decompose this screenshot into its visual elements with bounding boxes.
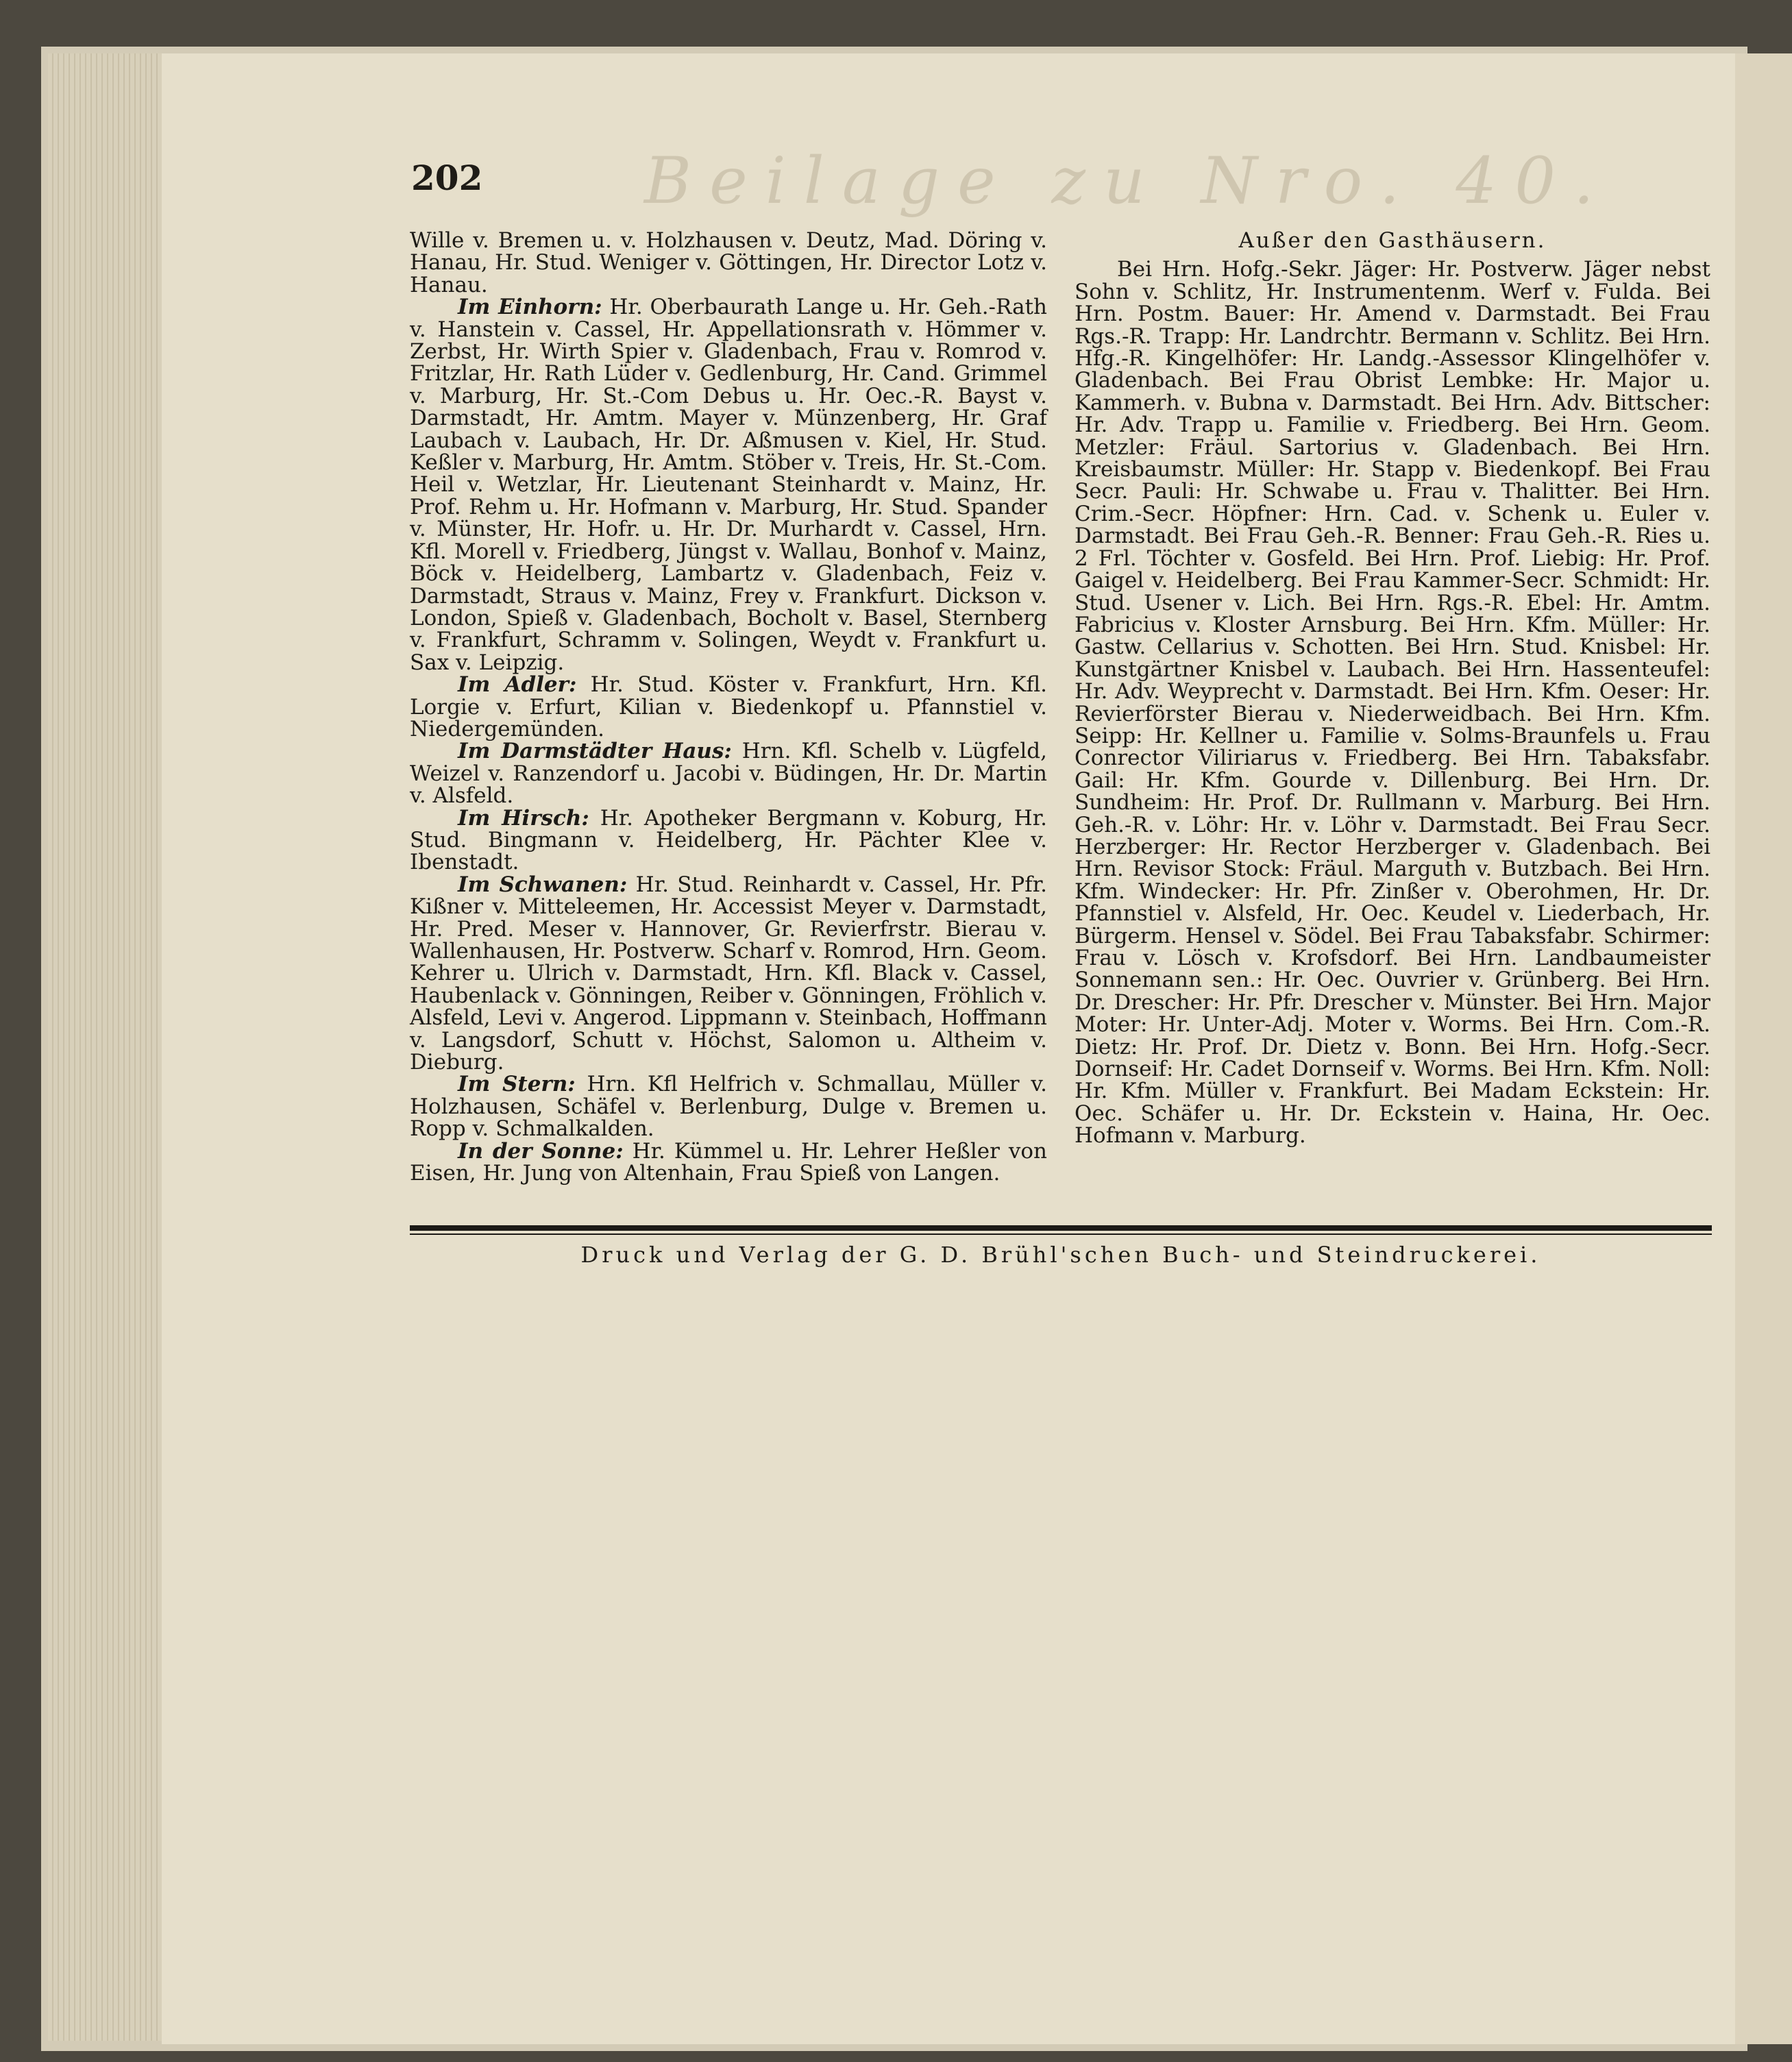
list-item: In der Sonne: Hr. Kümmel u. Hr. Lehrer Heßler von Eisen, Hr. Jung von Altenhain, Frau Spieß von Langen. <box>410 1138 1047 1186</box>
section-heading: Außer den Gasthäusern. <box>1238 228 1547 253</box>
page-gutter <box>1735 53 1792 2044</box>
page-edges <box>48 53 164 2041</box>
right-column <box>1075 230 1710 1147</box>
list-item: Im Adler: Hr. Stud. Köster v. Frankfurt, Hrn. Kfl. Lorgie v. Erfurt, Kilian v. Biedenkopf u. Pfannstiel v. Niedergemünden. <box>410 672 1047 741</box>
page-number: 202 <box>411 158 483 198</box>
divider-rule <box>410 1225 1712 1231</box>
list-item: Im Hirsch: Hr. Apotheker Bergmann v. Koburg, Hr. Stud. Bingmann v. Heidelberg, Hr. Pächter Klee v. Ibenstadt. <box>410 805 1047 875</box>
list-item: Im Darmstädter Haus: Hrn. Kfl. Schelb v. Lügfeld, Weizel v. Ranzendorf u. Jacobi v. Büdingen, Hr. Dr. Martin v. Alsfeld. <box>410 739 1047 809</box>
divider-rule-thin <box>410 1233 1712 1235</box>
list-item: Wille v. Bremen u. v. Holzhausen v. Deutz, Mad. Döring v. Hanau, Hr. Stud. Weniger v. Göttingen, Hr. Director Lotz v. Hanau. <box>410 228 1047 297</box>
list-item: Im Einhorn: Hr. Oberbaurath Lange u. Hr. Geh.-Rath v. Hanstein v. Cassel, Hr. Appellationsrath v. Hömmer v. Zerbst, Hr. Wirth Spier v. Gladenbach, Frau v. Romrod v. Fritzlar, Hr. Rath Lüder v. Gedlenburg, Hr. Cand. Grimmel v. Marburg, Hr. St.-Com Debus u. Hr. Oec.-R. Bayst v. Darmstadt, Hr. Amtm. Mayer v. Münzenberg, Hr. Graf Laubach v. Laubach, Hr. Dr. Aßmusen v. Kiel, Hr. Stud. Keßler v. Marburg, Hr. Amtm. Stöber v. Treis, Hr. St.-Com. Heil v. Wetzlar, Hr. Lieutenant Steinhardt v. Mainz, Hr. Prof. Rehm u. Hr. Hofmann v. Marburg, Hr. Stud. Spander v. Münster, Hr. Hofr. u. Hr. Dr. Murhardt v. Cassel, Hrn. Kfl. Morell v. Friedberg, Jüngst v. Wallau, Bonhof v. Mainz, Böck v. Heidelberg, Lambartz v. Gladenbach, Feiz v. Darmstadt, Straus v. Mainz, Frey v. Frankfurt. Dickson v. London, Spieß v. Gladenbach, Bocholt v. Basel, Sternberg v. Frankfurt, Schramm v. Solingen, Weydt v. Frankfurt u. Sax v. Leipzig. <box>410 295 1047 675</box>
imprint-line: Druck und Verlag der G. D. Brühl'schen Buch- und Steindruckerei. <box>580 1242 1541 1268</box>
list-item: Im Schwanen: Hr. Stud. Reinhardt v. Cassel, Hr. Pfr. Kißner v. Mitteleemen, Hr. Accessist Meyer v. Darmstadt, Hr. Pred. Meser v. Hannover, Gr. Revierfrstr. Bierau v. Wallenhausen, Hr. Postverw. Scharf v. Romrod, Hrn. Geom. Kehrer u. Ulrich v. Darmstadt, Hrn. Kfl. Black v. Cassel, Haubenlack v. Gönningen, Reiber v. Gönningen, Fröhlich v. Alsfeld, Levi v. Angerod. Lippmann v. Steinbach, Hoffmann v. Langsdorf, Schutt v. Höchst, Salomon u. Altheim v. Dieburg. <box>410 872 1047 1075</box>
list-item: Im Stern: Hrn. Kfl Helfrich v. Schmallau, Müller v. Holzhausen, Schäfel v. Berlenburg, Dulge v. Bremen u. Ropp v. Schmalkalden. <box>410 1072 1048 1142</box>
bleed-through-heading: Beilage zu Nro. 40. <box>644 144 1612 219</box>
paragraph: Bei Hrn. Hofg.-Sekr. Jäger: Hr. Postverw. Jäger nebst Sohn v. Schlitz, Hr. Instrumentenm. Werf v. Fulda. Bei Hrn. Postm. Bauer: Hr. Amend v. Darmstadt. Bei Frau Rgs.-R. Trapp: Hr. Landrchtr. Bermann v. Schlitz. Bei Hrn. Hfg.-R. Kingelhöfer: Hr. Landg.-Assessor Klingelhöfer v. Gladenbach. Bei Frau Obrist Lembke: Hr. Major u. Kammerh. v. Bubna v. Darmstadt. Bei Hrn. Adv. Bittscher: Hr. Adv. Trapp u. Familie v. Friedberg. Bei Hrn. Geom. Metzler: Fräul. Sartorius v. Gladenbach. Bei Hrn. Kreisbaumstr. Müller: Hr. Stapp v. Biedenkopf. Bei Frau Secr. Pauli: Hr. Schwabe u. Frau v. Thalitter. Bei Hrn. Crim.-Secr. Höpfner: Hrn. Cad. v. Schenk u. Euler v. Darmstadt. Bei Frau Geh.-R. Benner: Frau Geh.-R. Ries u. 2 Frl. Töchter v. Gosfeld. Bei Hrn. Prof. Liebig: Hr. Prof. Gaigel v. Heidelberg. Bei Frau Kammer-Secr. Schmidt: Hr. Stud. Usener v. Lich. Bei Hrn. Rgs.-R. Ebel: Hr. Amtm. Fabricius v. Kloster Arnsburg. Bei Hrn. Kfm. Müller: Hr. Gastw. Cellarius v. Schotten. Bei Hrn. Stud. Knisbel: Hr. Kunstgärtner Knisbel v. Laubach. Bei Hrn. Hassenteufel: Hr. Adv. Weyprecht v. Darmstadt. Bei Hrn. Kfm. Oeser: Hr. Revierförster Bierau v. Niederweidbach. Bei Hrn. Kfm. Seipp: Hr. Kellner u. Familie v. Solms-Braunfels u. Frau Conrector Viliriarus v. Friedberg. Bei Hrn. Tabaksfabr. Gail: Hr. Kfm. Gourde v. Dillenburg. Bei Hrn. Dr. Sundheim: Hr. Prof. Dr. Rullmann v. Marburg. Bei Hrn. Geh.-R. v. Löhr: Hr. v. Löhr v. Darmstadt. Bei Frau Secr. Herzberger: Hr. Rector Herzberger v. Gladenbach. Bei Hrn. Revisor Stock: Fräul. Marguth v. Butzbach. Bei Hrn. Kfm. Windecker: Hr. Pfr. Zinßer v. Oberohmen, Hr. Dr. Pfannstiel v. Alsfeld, Hr. Oec. Keudel v. Liederbach, Hr. Bürgerm. Hensel v. Södel. Bei Frau Tabaksfabr. Schirmer: Frau v. Lösch v. Krofsdorf. Bei Hrn. Landbaumeister Sonnemann sen.: Hr. Oec. Ouvrier v. Grünberg. Bei Hrn. Dr. Drescher: Hr. Pfr. Drescher v. Münster. Bei Hrn. Major Moter: Hr. Unter-Adj. Moter v. Worms. Bei Hrn. Com.-R. Dietz: Hr. Prof. Dr. Dietz v. Bonn. Bei Hrn. Hofg.-Secr. Dornseif: Hr. Cadet Dornseif v. Worms. Bei Hrn. Kfm. Noll: Hr. Kfm. Müller v. Frankfurt. Bei Madam Eckstein: Hr. Oec. Schäfer u. Hr. Dr. Eckstein v. Haina, Hr. Oec. Hofmann v. Marburg. <box>1075 257 1710 1149</box>
left-column <box>410 230 1047 1184</box>
